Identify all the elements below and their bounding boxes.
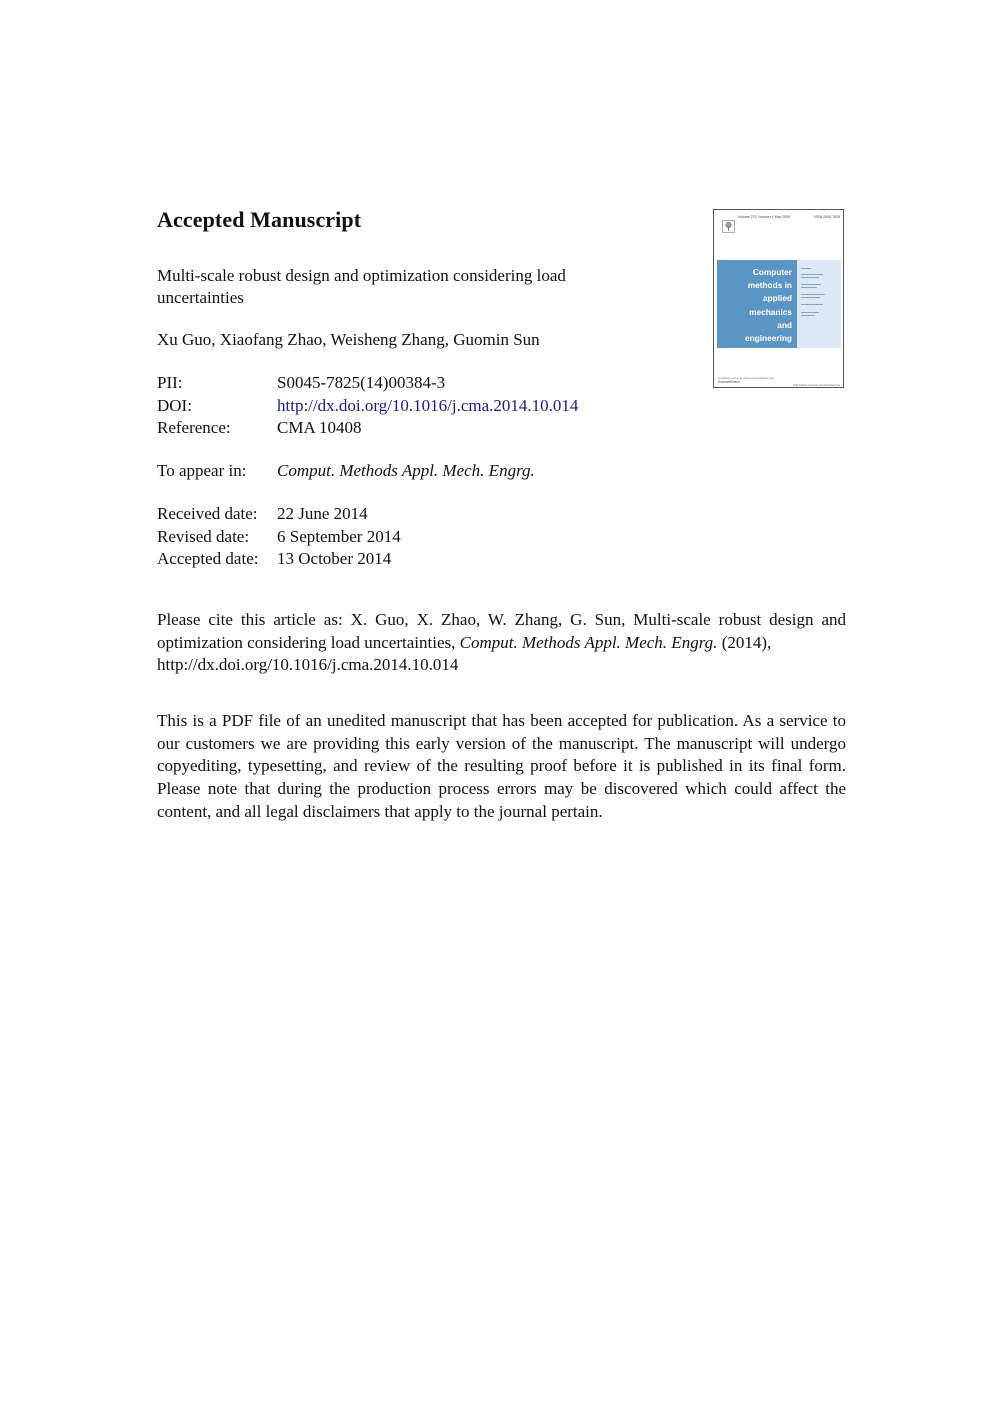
cover-title-band <box>717 260 841 348</box>
identifiers-block <box>157 372 578 440</box>
cover-title-line: mechanics <box>749 306 792 317</box>
appear-block <box>157 460 535 483</box>
cover-text-line <box>801 315 815 316</box>
notice-paragraph: This is a PDF file of an unedited manuscript that has been accepted for publication. As a service to our customers we are providing this early version of the manuscript. The manuscript will undergo copyediting, typesetting, and review of the resulting proof before it is published in its final form. Please note that during the production process errors may be discovered which could affect the content, and all legal disclaimers that apply to the journal pertain. <box>157 711 846 821</box>
appear-label: To appear in: <box>157 461 247 480</box>
reference-row <box>157 417 578 440</box>
doi-label: DOI: <box>157 395 192 415</box>
elsevier-tree-logo-icon <box>722 220 735 233</box>
citation-year: (2014), <box>717 632 772 652</box>
cover-text-line <box>801 304 823 305</box>
cover-publisher-name: ScienceDirect <box>718 380 740 384</box>
accepted-row <box>157 548 401 571</box>
revised-label: Revised date: <box>157 526 250 546</box>
citation-journal: Comput. Methods Appl. Mech. Engrg. <box>459 632 718 652</box>
citation-paragraph <box>157 609 846 677</box>
reference-label: Reference: <box>157 418 231 438</box>
pii-label: PII: <box>157 373 183 392</box>
cover-text-line <box>801 287 817 288</box>
citation-text: Please cite this article as: X. Guo, X. Zhao, W. Zhang, G. Sun, Multi-scale robust design and optimization considering load uncertainties, <box>157 610 846 652</box>
reference-value: CMA 10408 <box>277 418 362 438</box>
revised-row <box>157 526 401 549</box>
appear-row <box>157 460 535 483</box>
cover-text-line <box>801 284 821 285</box>
cover-url: http://www.elsevier.com/locate/cma <box>793 383 840 387</box>
cover-volume-line: Volume 273, Number 1 May 2009 <box>738 215 791 219</box>
received-label: Received date: <box>157 504 258 523</box>
pii-row <box>157 372 578 395</box>
cover-title-line: Computer <box>752 267 792 277</box>
received-value: 22 June 2014 <box>277 504 368 523</box>
page-title: Accepted Manuscript <box>157 207 362 232</box>
cover-header <box>714 210 843 262</box>
pii-value: S0045-7825(14)00384-3 <box>277 373 446 392</box>
cover-issn: ISSN 0045-7825 <box>814 215 840 219</box>
cover-text-line <box>801 277 819 278</box>
journal-cover-thumbnail <box>713 209 844 388</box>
cover-title-line: and <box>777 319 792 330</box>
accepted-label: Accepted date: <box>157 549 259 569</box>
cover-journal-title <box>717 260 797 348</box>
cover-publisher-line: Available online at www.sciencedirect.com <box>718 376 775 380</box>
dates-block <box>157 503 401 571</box>
doi-row <box>157 395 578 418</box>
cover-contents-panel <box>797 260 841 348</box>
accepted-value: 13 October 2014 <box>277 549 392 569</box>
article-title <box>157 265 627 309</box>
cover-text-line <box>801 297 820 298</box>
cover-publisher <box>718 376 774 384</box>
doi-link[interactable]: http://dx.doi.org/10.1016/j.cma.2014.10.014 <box>277 395 579 415</box>
cover-title-line: applied <box>762 293 792 304</box>
citation-doi: http://dx.doi.org/10.1016/j.cma.2014.10.014 <box>157 655 459 675</box>
cover-text-line <box>801 274 823 275</box>
cover-title-line: methods in <box>747 280 792 291</box>
cover-title-line: engineering <box>744 333 792 344</box>
revised-value: 6 September 2014 <box>277 526 401 546</box>
authors: Xu Guo, Xiaofang Zhao, Weisheng Zhang, Guomin Sun <box>157 330 540 349</box>
article-title-line: uncertainties <box>157 288 244 307</box>
cover-text-line <box>801 312 819 313</box>
article-title-line: Multi-scale robust design and optimization considering load <box>157 266 566 285</box>
cover-text-line <box>801 268 811 269</box>
received-row <box>157 503 401 526</box>
journal-name: Comput. Methods Appl. Mech. Engrg. <box>277 461 535 480</box>
cover-text-line <box>801 294 825 295</box>
